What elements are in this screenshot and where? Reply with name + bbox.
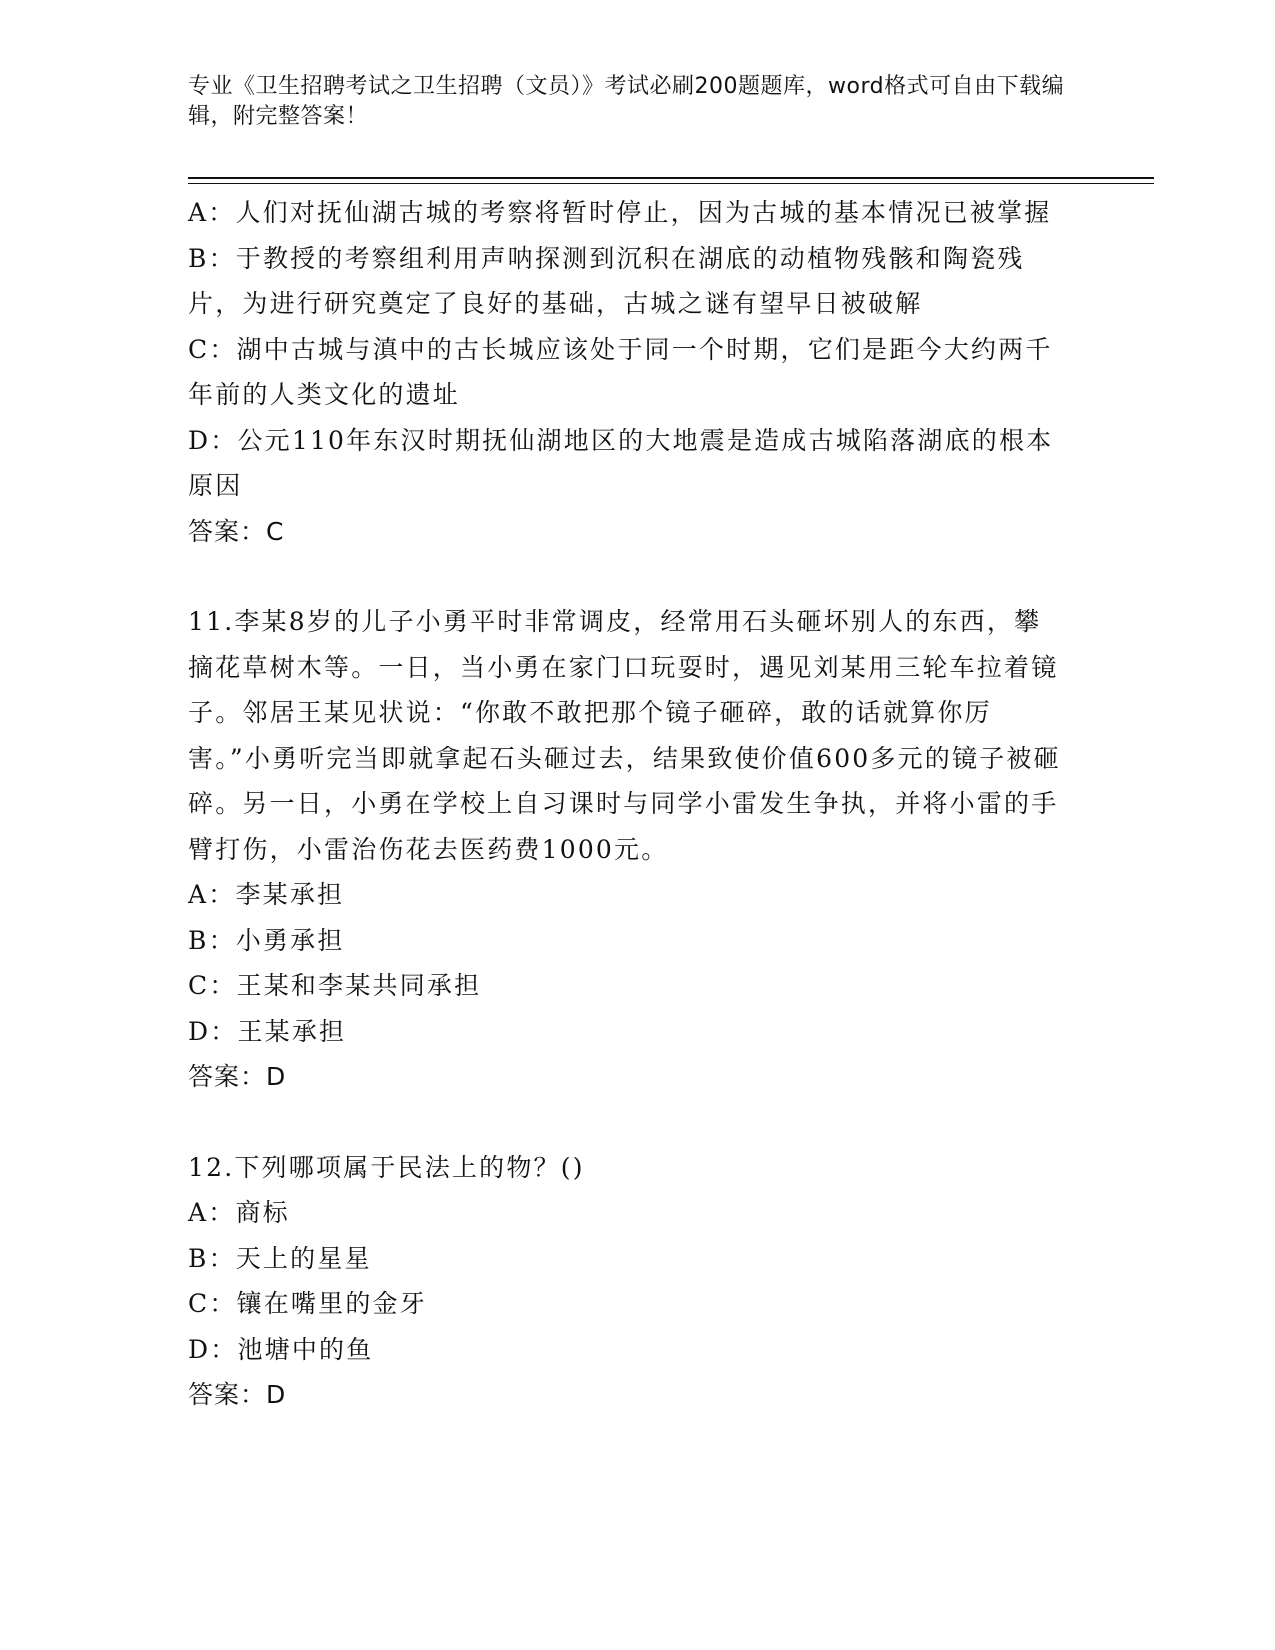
spacer bbox=[188, 554, 1068, 599]
header-divider-thick bbox=[188, 177, 1154, 179]
option-d: D：王某承担 bbox=[188, 1016, 347, 1046]
answer-line: 答案：C bbox=[188, 516, 285, 546]
option-d: D：池塘中的鱼 bbox=[188, 1334, 374, 1364]
answer-line: 答案：D bbox=[188, 1062, 287, 1091]
question-12 bbox=[188, 1145, 1068, 1418]
option-c: C：湖中古城与滇中的古长城应该处于同一个时期，它们是距今大约两千年前的人类文化的遗址 bbox=[188, 334, 1053, 409]
option-a: A：李某承担 bbox=[188, 880, 345, 909]
header-divider-thin bbox=[188, 183, 1154, 184]
spacer bbox=[188, 1100, 1068, 1145]
option-a: A：人们对抚仙湖古城的考察将暂时停止，因为古城的基本情况已被掌握 bbox=[188, 198, 1052, 227]
option-c: C：镶在嘴里的金牙 bbox=[188, 1289, 427, 1318]
document-content bbox=[188, 190, 1068, 1418]
option-b: B：于教授的考察组利用声呐探测到沉积在湖底的动植物残骸和陶瓷残片，为进行研究奠定了良好的基础，古城之谜有望早日被破解 bbox=[188, 243, 1025, 318]
answer-line: 答案：D bbox=[188, 1380, 287, 1409]
question-stem: 11.李某8岁的儿子小勇平时非常调皮，经常用石头砸坏别人的东西，攀摘花草树木等。一日，当小勇在家门口玩耍时，遇见刘某用三轮车拉着镜子。邻居王某见状说：“你敢不敢把那个镜子砸碎，敢的话就算你厉害。”小勇听完当即就拿起石头砸过去，结果致使价值600多元的镜子被砸碎。另一日，小勇在学校上自习课时与同学小雷发生争执，并将小雷的手臂打伤，小雷治伤花去医药费1000元。 bbox=[188, 607, 1061, 864]
option-b: B：天上的星星 bbox=[188, 1243, 372, 1273]
question-11 bbox=[188, 599, 1068, 1100]
document-header: 专业《卫生招聘考试之卫生招聘（文员）》考试必刷200题题库，word格式可自由下载编辑，附完整答案！ bbox=[188, 74, 1065, 129]
option-c: C：王某和李某共同承担 bbox=[188, 971, 482, 1000]
option-d: D：公元110年东汉时期抚仙湖地区的大地震是造成古城陷落湖底的根本原因 bbox=[188, 425, 1054, 500]
question-stem: 12.下列哪项属于民法上的物？() bbox=[188, 1152, 585, 1182]
option-a: A：商标 bbox=[188, 1198, 290, 1227]
option-b: B：小勇承担 bbox=[188, 925, 345, 955]
question-10 bbox=[188, 190, 1068, 554]
